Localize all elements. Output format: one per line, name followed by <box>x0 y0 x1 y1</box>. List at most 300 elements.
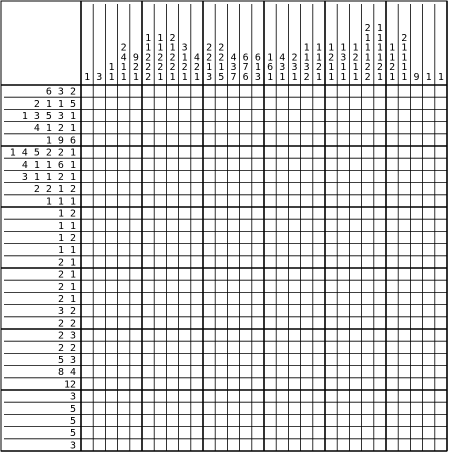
grid-cell[interactable] <box>105 219 117 231</box>
grid-cell[interactable] <box>179 402 191 414</box>
grid-cell[interactable] <box>398 195 410 207</box>
grid-cell[interactable] <box>105 195 117 207</box>
grid-cell[interactable] <box>423 244 435 256</box>
grid-cell[interactable] <box>325 170 337 182</box>
grid-cell[interactable] <box>301 280 313 292</box>
grid-cell[interactable] <box>118 122 130 134</box>
grid-cell[interactable] <box>81 158 93 170</box>
grid-cell[interactable] <box>252 427 264 439</box>
grid-cell[interactable] <box>252 317 264 329</box>
grid-cell[interactable] <box>81 329 93 341</box>
grid-cell[interactable] <box>325 329 337 341</box>
grid-cell[interactable] <box>227 414 239 426</box>
grid-cell[interactable] <box>386 109 398 121</box>
grid-cell[interactable] <box>349 256 361 268</box>
grid-cell[interactable] <box>362 366 374 378</box>
grid-cell[interactable] <box>240 268 252 280</box>
grid-cell[interactable] <box>349 219 361 231</box>
grid-cell[interactable] <box>325 292 337 304</box>
grid-cell[interactable] <box>227 353 239 365</box>
grid-cell[interactable] <box>313 158 325 170</box>
grid-cell[interactable] <box>240 305 252 317</box>
grid-cell[interactable] <box>435 207 447 219</box>
grid-cell[interactable] <box>130 366 142 378</box>
grid-cell[interactable] <box>301 244 313 256</box>
grid-cell[interactable] <box>386 439 398 451</box>
grid-cell[interactable] <box>423 439 435 451</box>
grid-cell[interactable] <box>240 170 252 182</box>
grid-cell[interactable] <box>179 207 191 219</box>
grid-cell[interactable] <box>191 85 203 97</box>
grid-cell[interactable] <box>130 414 142 426</box>
grid-cell[interactable] <box>374 402 386 414</box>
grid-cell[interactable] <box>362 244 374 256</box>
grid-cell[interactable] <box>337 378 349 390</box>
grid-cell[interactable] <box>191 305 203 317</box>
grid-cell[interactable] <box>240 353 252 365</box>
grid-cell[interactable] <box>166 231 178 243</box>
grid-cell[interactable] <box>349 317 361 329</box>
grid-cell[interactable] <box>81 231 93 243</box>
grid-cell[interactable] <box>118 109 130 121</box>
grid-cell[interactable] <box>398 134 410 146</box>
grid-cell[interactable] <box>179 317 191 329</box>
grid-cell[interactable] <box>288 280 300 292</box>
grid-cell[interactable] <box>191 170 203 182</box>
grid-cell[interactable] <box>362 414 374 426</box>
grid-cell[interactable] <box>252 329 264 341</box>
grid-cell[interactable] <box>435 439 447 451</box>
grid-cell[interactable] <box>118 256 130 268</box>
grid-cell[interactable] <box>398 231 410 243</box>
grid-cell[interactable] <box>154 329 166 341</box>
grid-cell[interactable] <box>386 329 398 341</box>
grid-cell[interactable] <box>313 85 325 97</box>
grid-cell[interactable] <box>337 280 349 292</box>
grid-cell[interactable] <box>240 134 252 146</box>
grid-cell[interactable] <box>410 134 422 146</box>
grid-cell[interactable] <box>313 414 325 426</box>
grid-cell[interactable] <box>93 97 105 109</box>
grid-cell[interactable] <box>118 183 130 195</box>
grid-cell[interactable] <box>93 341 105 353</box>
grid-cell[interactable] <box>423 427 435 439</box>
grid-cell[interactable] <box>386 207 398 219</box>
grid-cell[interactable] <box>130 219 142 231</box>
grid-cell[interactable] <box>386 366 398 378</box>
grid-cell[interactable] <box>276 97 288 109</box>
grid-cell[interactable] <box>81 402 93 414</box>
grid-cell[interactable] <box>398 317 410 329</box>
grid-cell[interactable] <box>154 341 166 353</box>
grid-cell[interactable] <box>264 244 276 256</box>
grid-cell[interactable] <box>118 85 130 97</box>
grid-cell[interactable] <box>410 256 422 268</box>
grid-cell[interactable] <box>118 280 130 292</box>
grid-cell[interactable] <box>240 390 252 402</box>
grid-cell[interactable] <box>301 97 313 109</box>
grid-cell[interactable] <box>130 268 142 280</box>
grid-cell[interactable] <box>203 268 215 280</box>
grid-cell[interactable] <box>203 402 215 414</box>
grid-cell[interactable] <box>362 305 374 317</box>
grid-cell[interactable] <box>118 195 130 207</box>
grid-cell[interactable] <box>191 366 203 378</box>
grid-cell[interactable] <box>105 427 117 439</box>
grid-cell[interactable] <box>240 231 252 243</box>
grid-cell[interactable] <box>398 390 410 402</box>
grid-cell[interactable] <box>398 366 410 378</box>
grid-cell[interactable] <box>264 317 276 329</box>
grid-cell[interactable] <box>227 341 239 353</box>
grid-cell[interactable] <box>276 280 288 292</box>
grid-cell[interactable] <box>252 231 264 243</box>
grid-cell[interactable] <box>374 231 386 243</box>
grid-cell[interactable] <box>93 195 105 207</box>
grid-cell[interactable] <box>166 109 178 121</box>
grid-cell[interactable] <box>264 85 276 97</box>
grid-cell[interactable] <box>191 231 203 243</box>
grid-cell[interactable] <box>118 207 130 219</box>
grid-cell[interactable] <box>264 353 276 365</box>
grid-cell[interactable] <box>215 134 227 146</box>
grid-cell[interactable] <box>118 353 130 365</box>
grid-cell[interactable] <box>154 378 166 390</box>
grid-cell[interactable] <box>386 158 398 170</box>
grid-cell[interactable] <box>325 219 337 231</box>
grid-cell[interactable] <box>337 353 349 365</box>
grid-cell[interactable] <box>130 280 142 292</box>
grid-cell[interactable] <box>386 390 398 402</box>
grid-cell[interactable] <box>130 378 142 390</box>
grid-cell[interactable] <box>179 305 191 317</box>
grid-cell[interactable] <box>410 402 422 414</box>
grid-cell[interactable] <box>435 109 447 121</box>
grid-cell[interactable] <box>252 244 264 256</box>
grid-cell[interactable] <box>166 97 178 109</box>
grid-cell[interactable] <box>386 305 398 317</box>
grid-cell[interactable] <box>130 158 142 170</box>
grid-cell[interactable] <box>81 414 93 426</box>
grid-cell[interactable] <box>410 158 422 170</box>
grid-cell[interactable] <box>93 170 105 182</box>
grid-cell[interactable] <box>264 97 276 109</box>
grid-cell[interactable] <box>142 378 154 390</box>
grid-cell[interactable] <box>423 170 435 182</box>
grid-cell[interactable] <box>240 183 252 195</box>
grid-cell[interactable] <box>130 390 142 402</box>
grid-cell[interactable] <box>423 158 435 170</box>
grid-cell[interactable] <box>166 305 178 317</box>
grid-cell[interactable] <box>93 109 105 121</box>
grid-cell[interactable] <box>325 231 337 243</box>
grid-cell[interactable] <box>313 97 325 109</box>
grid-cell[interactable] <box>130 122 142 134</box>
grid-cell[interactable] <box>276 158 288 170</box>
grid-cell[interactable] <box>288 366 300 378</box>
grid-cell[interactable] <box>386 268 398 280</box>
grid-cell[interactable] <box>337 439 349 451</box>
grid-cell[interactable] <box>349 305 361 317</box>
grid-cell[interactable] <box>410 305 422 317</box>
grid-cell[interactable] <box>349 427 361 439</box>
grid-cell[interactable] <box>81 170 93 182</box>
grid-cell[interactable] <box>166 317 178 329</box>
grid-cell[interactable] <box>313 231 325 243</box>
grid-cell[interactable] <box>410 366 422 378</box>
grid-cell[interactable] <box>203 97 215 109</box>
grid-cell[interactable] <box>423 378 435 390</box>
grid-cell[interactable] <box>227 244 239 256</box>
grid-cell[interactable] <box>105 317 117 329</box>
grid-cell[interactable] <box>301 390 313 402</box>
grid-cell[interactable] <box>154 280 166 292</box>
grid-cell[interactable] <box>227 158 239 170</box>
grid-cell[interactable] <box>288 158 300 170</box>
grid-cell[interactable] <box>154 414 166 426</box>
grid-cell[interactable] <box>240 439 252 451</box>
grid-cell[interactable] <box>374 109 386 121</box>
grid-cell[interactable] <box>118 317 130 329</box>
grid-cell[interactable] <box>288 231 300 243</box>
grid-cell[interactable] <box>227 317 239 329</box>
grid-cell[interactable] <box>154 292 166 304</box>
grid-cell[interactable] <box>252 146 264 158</box>
grid-cell[interactable] <box>410 231 422 243</box>
grid-cell[interactable] <box>435 146 447 158</box>
grid-cell[interactable] <box>313 390 325 402</box>
grid-cell[interactable] <box>81 109 93 121</box>
grid-cell[interactable] <box>325 341 337 353</box>
grid-cell[interactable] <box>337 341 349 353</box>
grid-cell[interactable] <box>215 219 227 231</box>
grid-cell[interactable] <box>349 378 361 390</box>
grid-cell[interactable] <box>203 256 215 268</box>
grid-cell[interactable] <box>179 97 191 109</box>
grid-cell[interactable] <box>301 134 313 146</box>
grid-cell[interactable] <box>288 378 300 390</box>
grid-cell[interactable] <box>93 122 105 134</box>
grid-cell[interactable] <box>154 219 166 231</box>
grid-cell[interactable] <box>203 85 215 97</box>
grid-cell[interactable] <box>264 414 276 426</box>
grid-cell[interactable] <box>374 317 386 329</box>
grid-cell[interactable] <box>215 244 227 256</box>
grid-cell[interactable] <box>398 146 410 158</box>
grid-cell[interactable] <box>288 219 300 231</box>
grid-cell[interactable] <box>337 109 349 121</box>
grid-cell[interactable] <box>154 195 166 207</box>
grid-cell[interactable] <box>240 366 252 378</box>
grid-cell[interactable] <box>398 427 410 439</box>
grid-cell[interactable] <box>142 317 154 329</box>
grid-cell[interactable] <box>264 219 276 231</box>
grid-cell[interactable] <box>166 292 178 304</box>
grid-cell[interactable] <box>264 158 276 170</box>
grid-cell[interactable] <box>264 402 276 414</box>
grid-cell[interactable] <box>203 109 215 121</box>
grid-cell[interactable] <box>191 378 203 390</box>
grid-cell[interactable] <box>227 231 239 243</box>
grid-cell[interactable] <box>191 207 203 219</box>
grid-cell[interactable] <box>313 427 325 439</box>
grid-cell[interactable] <box>398 402 410 414</box>
grid-cell[interactable] <box>130 183 142 195</box>
grid-cell[interactable] <box>130 97 142 109</box>
grid-cell[interactable] <box>349 85 361 97</box>
grid-cell[interactable] <box>386 402 398 414</box>
grid-cell[interactable] <box>179 219 191 231</box>
grid-cell[interactable] <box>301 329 313 341</box>
grid-cell[interactable] <box>93 231 105 243</box>
grid-cell[interactable] <box>374 158 386 170</box>
grid-cell[interactable] <box>252 122 264 134</box>
grid-cell[interactable] <box>142 207 154 219</box>
grid-cell[interactable] <box>154 366 166 378</box>
grid-cell[interactable] <box>398 280 410 292</box>
grid-cell[interactable] <box>93 219 105 231</box>
grid-cell[interactable] <box>142 158 154 170</box>
grid-cell[interactable] <box>264 146 276 158</box>
grid-cell[interactable] <box>154 427 166 439</box>
grid-cell[interactable] <box>130 207 142 219</box>
grid-cell[interactable] <box>227 207 239 219</box>
grid-cell[interactable] <box>130 256 142 268</box>
grid-cell[interactable] <box>386 427 398 439</box>
grid-cell[interactable] <box>313 122 325 134</box>
grid-cell[interactable] <box>118 292 130 304</box>
grid-cell[interactable] <box>374 378 386 390</box>
grid-cell[interactable] <box>349 183 361 195</box>
grid-cell[interactable] <box>374 195 386 207</box>
grid-cell[interactable] <box>105 170 117 182</box>
grid-cell[interactable] <box>276 353 288 365</box>
grid-cell[interactable] <box>423 305 435 317</box>
grid-cell[interactable] <box>203 280 215 292</box>
grid-cell[interactable] <box>362 256 374 268</box>
grid-cell[interactable] <box>362 268 374 280</box>
grid-cell[interactable] <box>215 109 227 121</box>
grid-cell[interactable] <box>288 85 300 97</box>
grid-cell[interactable] <box>313 134 325 146</box>
grid-cell[interactable] <box>191 97 203 109</box>
grid-cell[interactable] <box>191 402 203 414</box>
grid-cell[interactable] <box>325 97 337 109</box>
grid-cell[interactable] <box>179 390 191 402</box>
grid-cell[interactable] <box>118 97 130 109</box>
grid-cell[interactable] <box>179 427 191 439</box>
grid-cell[interactable] <box>435 122 447 134</box>
grid-cell[interactable] <box>105 366 117 378</box>
grid-cell[interactable] <box>362 353 374 365</box>
grid-cell[interactable] <box>203 183 215 195</box>
grid-cell[interactable] <box>276 109 288 121</box>
grid-cell[interactable] <box>325 85 337 97</box>
grid-cell[interactable] <box>179 85 191 97</box>
grid-cell[interactable] <box>374 85 386 97</box>
grid-cell[interactable] <box>301 122 313 134</box>
grid-cell[interactable] <box>118 305 130 317</box>
grid-cell[interactable] <box>93 353 105 365</box>
grid-cell[interactable] <box>435 268 447 280</box>
grid-cell[interactable] <box>105 85 117 97</box>
grid-cell[interactable] <box>118 134 130 146</box>
grid-cell[interactable] <box>435 183 447 195</box>
grid-cell[interactable] <box>325 366 337 378</box>
grid-cell[interactable] <box>349 439 361 451</box>
grid-cell[interactable] <box>264 366 276 378</box>
grid-cell[interactable] <box>435 158 447 170</box>
grid-cell[interactable] <box>118 158 130 170</box>
grid-cell[interactable] <box>166 280 178 292</box>
grid-cell[interactable] <box>179 109 191 121</box>
grid-cell[interactable] <box>215 439 227 451</box>
grid-cell[interactable] <box>203 146 215 158</box>
grid-cell[interactable] <box>118 366 130 378</box>
grid-cell[interactable] <box>435 390 447 402</box>
grid-cell[interactable] <box>398 85 410 97</box>
grid-cell[interactable] <box>349 414 361 426</box>
grid-cell[interactable] <box>166 256 178 268</box>
grid-cell[interactable] <box>252 366 264 378</box>
grid-cell[interactable] <box>337 207 349 219</box>
grid-cell[interactable] <box>423 390 435 402</box>
grid-cell[interactable] <box>179 122 191 134</box>
grid-cell[interactable] <box>276 402 288 414</box>
grid-cell[interactable] <box>81 122 93 134</box>
grid-cell[interactable] <box>410 183 422 195</box>
grid-cell[interactable] <box>166 244 178 256</box>
grid-cell[interactable] <box>374 280 386 292</box>
grid-cell[interactable] <box>142 231 154 243</box>
grid-cell[interactable] <box>81 244 93 256</box>
grid-cell[interactable] <box>313 317 325 329</box>
grid-cell[interactable] <box>105 378 117 390</box>
grid-cell[interactable] <box>105 231 117 243</box>
grid-cell[interactable] <box>301 292 313 304</box>
grid-cell[interactable] <box>179 268 191 280</box>
grid-cell[interactable] <box>398 97 410 109</box>
grid-cell[interactable] <box>93 390 105 402</box>
grid-cell[interactable] <box>130 341 142 353</box>
grid-cell[interactable] <box>179 256 191 268</box>
grid-cell[interactable] <box>423 231 435 243</box>
grid-cell[interactable] <box>215 97 227 109</box>
grid-cell[interactable] <box>337 134 349 146</box>
grid-cell[interactable] <box>374 97 386 109</box>
grid-cell[interactable] <box>435 292 447 304</box>
grid-cell[interactable] <box>423 207 435 219</box>
grid-cell[interactable] <box>325 427 337 439</box>
grid-cell[interactable] <box>301 207 313 219</box>
grid-cell[interactable] <box>374 146 386 158</box>
grid-cell[interactable] <box>179 280 191 292</box>
grid-cell[interactable] <box>130 353 142 365</box>
grid-cell[interactable] <box>215 170 227 182</box>
grid-cell[interactable] <box>179 158 191 170</box>
grid-cell[interactable] <box>435 244 447 256</box>
grid-cell[interactable] <box>313 378 325 390</box>
grid-cell[interactable] <box>166 366 178 378</box>
grid-cell[interactable] <box>362 390 374 402</box>
grid-cell[interactable] <box>215 317 227 329</box>
grid-cell[interactable] <box>337 146 349 158</box>
grid-cell[interactable] <box>349 244 361 256</box>
grid-cell[interactable] <box>398 414 410 426</box>
grid-cell[interactable] <box>374 366 386 378</box>
grid-cell[interactable] <box>179 195 191 207</box>
grid-cell[interactable] <box>435 195 447 207</box>
